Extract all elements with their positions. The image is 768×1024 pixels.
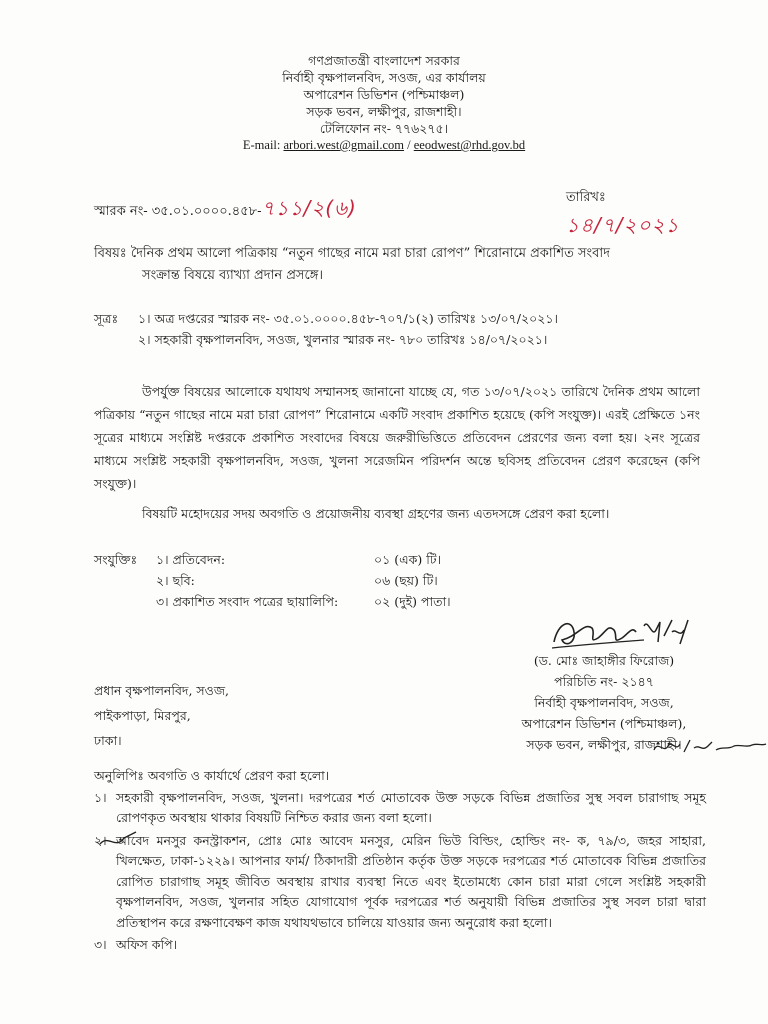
letterhead-line-4: সড়ক ভবন, লক্ষীপুর, রাজশাহী। [306, 104, 462, 119]
letterhead-line-3: অপারেশন ডিভিশন (পশ্চিমাঞ্চল) [303, 87, 465, 102]
enclosure-name-1: ১। প্রতিবেদন: [156, 552, 226, 567]
copy-to-item-1 [94, 788, 706, 829]
email-link-1[interactable]: arbori.west@gmail.com [283, 138, 405, 152]
signer-address: সড়ক ভবন, লক্ষীপুর, রাজশাহী। [526, 737, 682, 752]
signer-division: অপারেশন ডিভিশন (পশ্চিমাঞ্চল), [521, 716, 687, 731]
memo-date [566, 190, 714, 244]
email-link-2[interactable]: eeodwest@rhd.gov.bd [413, 138, 526, 152]
letterhead [0, 52, 768, 154]
reference-row [94, 190, 714, 237]
subject-block [94, 243, 694, 287]
letterhead-email [0, 137, 768, 154]
copy-to-item-2 [94, 831, 706, 934]
copy-to-num-3: ৩। [94, 937, 107, 952]
copy-to-num-2: ২। [94, 832, 107, 848]
signer-designation: নির্বাহী বৃক্ষপালনবিদ, সওজ, [534, 695, 674, 710]
copy-to-text-3: অফিস কপি। [116, 937, 178, 952]
enclosure-qty-2: ০৬ (ছয়) টি। [374, 573, 438, 588]
source-item-2: ২। সহকারী বৃক্ষপালনবিদ, সওজ, খুলনার স্মারক নং- ৭৮০ তারিখঃ ১৪/০৭/২০২১। [138, 332, 548, 347]
sources-block [94, 308, 704, 350]
copy-to-text-2: আবেদ মনসুর কনস্ট্রাকশন, প্রোঃ মোঃ আবেদ মনসুর, মেরিন ভিউ বিল্ডিং, হোল্ডিং নং- ক, ৭৯/৩, জহর সাহারা, খিলক্ষেত, ঢাকা-১২২৯। আপনার ফার্ম/ ঠিকাদারী প্রতিষ্ঠান কর্তৃক উক্ত সড়কে দরপত্রের শর্ত মোতাবেক বিভিন্ন প্রজাতির রোপিত চারাগাছ সমূহ জীবিত অবস্থায় রাখার ব্যবস্থা নিতে এবং ইতোমধ্যে কোন চারা মারা গেলে সংশ্লিষ্ট সহকারী বৃক্ষপালনবিদ, সওজ, খুলনার সহিত যোগাযোগ পূর্বক দরপত্রের শর্ত অনুযায়ী বিভিন্ন প্রজাতির সুস্থ সবল চারা দ্বারা প্রতিস্থাপন করে রক্ষণাবেক্ষণ কাজ যথাযথভাবে চালিয়ে যাওয়ার জন্য অনুরোধ করা হলো। [116, 832, 706, 930]
source-item-1: ১। অত্র দপ্তরের স্মারক নং- ৩৫.০১.০০০০.৪৫৮-৭০৭/১(২) তারিখঃ ১৩/০৭/২০২১। [138, 311, 558, 326]
memo-number-label: স্মারক নং- ৩৫.০১.০০০০.৪৫৮- [94, 204, 262, 219]
memo-number-handwritten: ৭১১/২(৬) [261, 196, 357, 220]
enclosures-block [94, 549, 654, 612]
copy-to-num-1: ১। [94, 789, 107, 805]
body-paragraph: উপর্যুক্ত বিষয়ের আলোকে যথাযথ সম্মানসহ জানানো যাচ্ছে যে, গত ১৩/০৭/২০২১ তারিখে দৈনিক প্রথম আলো পত্রিকায় “নতুন গাছের নামে মরা চারা রোপণ” শিরোনামে একটি সংবাদ প্রকাশিত হয়েছে (কপি সংযুক্ত)। এরই প্রেক্ষিতে ১নং সূত্রের মাধ্যমে সংশ্লিষ্ট দপ্তরকে প্রকাশিত সংবাদের বিষয়ে জরুরীভিত্তিতে প্রতিবেদন প্রেরণের জন্য বলা হয়। ২নং সূত্রের মাধ্যমে সংশ্লিষ্ট সহকারী বৃক্ষপালনবিদ, সওজ, খুলনা সরেজমিন পরিদর্শন অন্তে ছবিসহ প্রতিবেদন প্রেরণ করেছেন (কপি সংযুক্ত)। [94, 384, 700, 491]
copy-to-item-3 [94, 935, 706, 956]
copy-to-text-1: সহকারী বৃক্ষপালনবিদ, সওজ, খুলনা। দরপত্রের শর্ত মোতাবেক উক্ত সড়কে বিভিন্ন প্রজাতির সুস্থ সবল চারাগাছ সমূহ রোপণকৃত অবস্থায় থাকার বিষয়টি নিশ্চিত করার জন্য বলা হলো। [116, 789, 706, 825]
enclosure-name-3: ৩। প্রকাশিত সংবাদ পত্রের ছায়ালিপি: [156, 594, 339, 609]
date-handwritten: ১৪/৭/২০২১ [566, 213, 680, 237]
initial-signature-image [650, 736, 768, 758]
enclosure-qty-3: ০২ (দুই) পাতা। [374, 594, 451, 609]
handwritten-tick-mark [98, 828, 138, 850]
enclosure-name-2: ২। ছবি: [156, 573, 195, 588]
recipient-line-2: পাইকপাড়া, মিরপুর, [94, 708, 191, 723]
letterhead-line-2: নির্বাহী বৃক্ষপালনবিদ, সওজ, এর কার্যালয় [282, 70, 486, 85]
signer-name: (ড. মোঃ জাহাঙ্গীর ফিরোজ) [533, 653, 675, 668]
email-label: E-mail: [242, 138, 281, 152]
date-label: তারিখঃ [566, 190, 606, 205]
subject-line-1: বিষয়ঃ দৈনিক প্রথম আলো পত্রিকায় “নতুন গাছের নামে মরা চারা রোপণ” শিরোনামে প্রকাশিত সংবাদ [94, 246, 610, 261]
letterhead-line-1: গণপ্রজাতন্ত্রী বাংলাদেশ সরকার [308, 53, 460, 68]
recipient-block [94, 678, 229, 753]
sources-label: সূত্রঃ [94, 311, 119, 326]
recipient-line-1: প্রধান বৃক্ষপালনবিদ, সওজ, [94, 683, 230, 698]
memo-number [94, 194, 357, 227]
copy-to-block [94, 766, 706, 956]
copy-to-heading: অনুলিপিঃ অবগতি ও কার্যার্থে প্রেরণ করা হলো। [94, 768, 330, 783]
forwarding-line: বিষয়টি মহোদয়ের সদয় অবগতি ও প্রয়োজনীয় ব্যবস্থা গ্রহণের জন্য এতদসঙ্গে প্রেরণ করা হলো। [142, 506, 610, 521]
recipient-line-3: ঢাকা। [94, 733, 122, 748]
enclosures-label: সংযুক্তিঃ [94, 552, 138, 567]
subject-line-2: সংক্রান্ত বিষয়ে ব্যাখ্যা প্রদান প্রসঙ্গে। [142, 268, 324, 283]
email-separator: / [404, 138, 414, 152]
letterhead-line-5: টেলিফোন নং- ৭৭৬২৭৫। [319, 121, 449, 136]
enclosure-qty-1: ০১ (এক) টি। [374, 552, 442, 567]
signer-id: পরিচিতি নং- ২১৪৭ [554, 674, 654, 689]
